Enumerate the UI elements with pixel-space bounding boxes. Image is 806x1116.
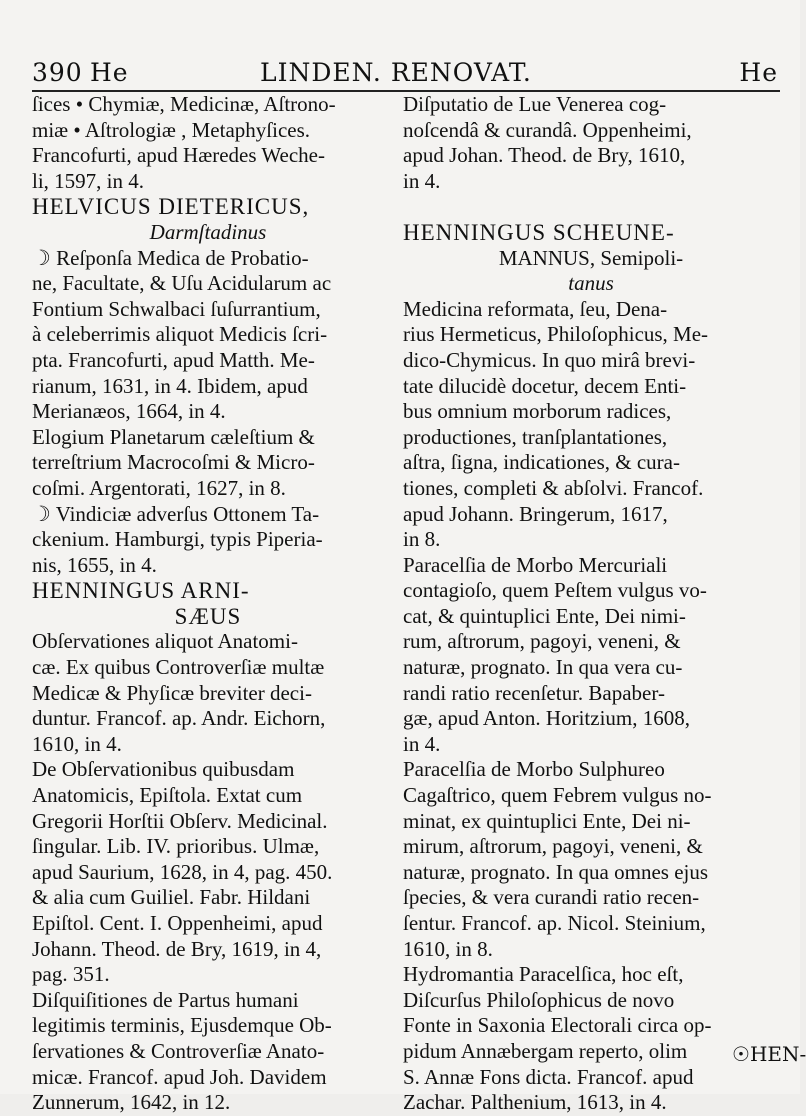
text-line: Zunnerum, 1642, in 12.: [32, 1090, 231, 1115]
blank-line: [403, 194, 779, 220]
text-line: apud Johann. Bringerum, 1617,: [403, 501, 668, 526]
text-line: 1610, in 8.: [403, 936, 493, 961]
author-origin: Darmſtadinus: [149, 219, 267, 244]
text-line: in 4.: [403, 168, 441, 193]
text-line: ☽ Reſponſa Medica de Probatio-: [32, 245, 309, 270]
text-line: in 8.: [403, 527, 441, 552]
text-line: tate dilucidè docetur, decem Enti-: [403, 373, 687, 398]
text-line: ſingular. Lib. IV. prioribus. Ulmæ,: [32, 834, 320, 859]
header-right-word: He: [739, 58, 778, 87]
author-heading-cont: SÆUS: [174, 603, 242, 629]
right-column: [403, 92, 779, 1116]
header-left-word: He: [90, 58, 129, 87]
text-line: nis, 1655, in 4.: [32, 552, 157, 577]
text-line: ſpecies, & vera curandi ratio recen-: [403, 885, 700, 910]
text-line: ſices • Chymiæ, Medicinæ, Aſtrono-: [32, 92, 336, 116]
text-line: cæ. Ex quibus Controverſiæ multæ: [32, 655, 325, 680]
text-line: ☽ Vindiciæ adverſus Ottonem Ta-: [32, 501, 320, 526]
text-line: coſmi. Argentorati, 1627, in 8.: [32, 475, 286, 500]
text-line: ſervationes & Controverſiæ Anato-: [32, 1038, 325, 1063]
text-line: apud Saurium, 1628, in 4, pag. 450.: [32, 859, 333, 884]
text-line: S. Annæ Fons dicta. Francof. apud: [403, 1064, 694, 1089]
text-line: Gregorii Horſtii Obſerv. Medicinal.: [32, 808, 328, 833]
text-line: Diſcurſus Philoſophicus de novo: [403, 987, 675, 1012]
text-line: à celeberrimis aliquot Medicis ſcri-: [32, 322, 328, 347]
text-line: Johann. Theod. de Bry, 1619, in 4,: [32, 936, 322, 961]
text-line: miæ • Aſtrologiæ , Metaphyſices.: [32, 117, 311, 142]
text-line: Diſputatio de Lue Venerea cog-: [403, 92, 667, 116]
text-line: contagioſo, quem Peſtem vulgus vo-: [403, 578, 707, 603]
running-header: [32, 58, 782, 92]
text-line: Paracelſia de Morbo Mercuriali: [403, 552, 668, 577]
text-line: naturæ, prognato. In qua omnes ejus: [403, 859, 709, 884]
text-line: gæ, apud Anton. Horitzium, 1608,: [403, 706, 690, 731]
author-heading: HENNINGUS SCHEUNE-: [403, 219, 675, 245]
text-line: productiones, tranſplantationes,: [403, 424, 668, 449]
text-line: Epiſtol. Cent. I. Oppenheimi, apud: [32, 911, 323, 935]
text-line: rius Hermeticus, Philoſophicus, Me-: [403, 322, 709, 347]
text-line: Diſquiſitiones de Partus humani: [32, 987, 299, 1012]
text-line: 1610, in 4.: [32, 731, 122, 756]
text-line: rum, aſtrorum, pagoyi, veneni, &: [403, 629, 681, 654]
text-line: Merianæos, 1664, in 4.: [32, 399, 226, 424]
text-line: in 4.: [403, 731, 441, 756]
author-heading: HENNINGUS ARNI-: [32, 578, 250, 604]
text-line: randi ratio recenſetur. Bapaber-: [403, 680, 665, 705]
text-line: minat, ex quintuplici Ente, Dei ni-: [403, 808, 691, 833]
text-line: dico-Chymicus. In quo mirâ brevi-: [403, 347, 696, 372]
text-line: tiones, completi & abſolvi. Francof.: [403, 475, 704, 500]
text-line: terreſtrium Macrocoſmi & Micro-: [32, 450, 315, 475]
text-line: legitimis terminis, Ejusdemque Ob-: [32, 1013, 332, 1038]
text-line: Cagaſtrico, quem Febrem vulgus no-: [403, 783, 712, 808]
text-line: pidum Annæbergam reperto, olim: [403, 1038, 688, 1063]
text-line: aſtra, ſigna, indicationes, & cura-: [403, 450, 680, 475]
text-line: Anatomicis, Epiſtola. Extat cum: [32, 783, 303, 808]
ornament-icon: ☉: [732, 1042, 750, 1066]
page-number: 390: [32, 58, 83, 87]
text-line: pta. Francofurti, apud Matth. Me-: [32, 347, 315, 372]
text-line: mirum, aſtrorum, pagoyi, veneni, &: [403, 834, 703, 859]
text-line: & alia cum Guiliel. Fabr. Hildani: [32, 885, 311, 910]
text-line: micæ. Francof. apud Joh. Davidem: [32, 1064, 327, 1089]
text-line: bus omnium morborum radices,: [403, 399, 672, 424]
text-line: Medicina reformata, ſeu, Dena-: [403, 296, 668, 321]
text-line: Fontium Schwalbaci ſuſurrantium,: [32, 296, 321, 321]
text-line: ckenium. Hamburgi, typis Piperia-: [32, 527, 323, 552]
header-title: LINDEN. RENOVAT.: [260, 58, 532, 87]
text-line: Francofurti, apud Hæredes Weche-: [32, 143, 325, 168]
left-column: [32, 92, 384, 1116]
text-line: Medicæ & Phyſicæ breviter deci-: [32, 680, 312, 705]
text-line: Fonte in Saxonia Electorali circa op-: [403, 1013, 712, 1038]
author-origin: tanus: [568, 271, 614, 296]
text-line: duntur. Francof. ap. Andr. Eichorn,: [32, 706, 326, 731]
text-line: De Obſervationibus quibusdam: [32, 757, 295, 782]
text-line: Elogium Planetarum cæleſtium &: [32, 424, 315, 449]
catchword: ☉HEN-: [732, 1042, 806, 1066]
text-line: apud Johan. Theod. de Bry, 1610,: [403, 143, 686, 168]
text-line: naturæ, prognato. In qua vera cu-: [403, 655, 683, 680]
text-line: Hydromantia Paracelſica, hoc eſt,: [403, 962, 684, 987]
text-line: li, 1597, in 4.: [32, 168, 145, 193]
text-line: Obſervationes aliquot Anatomi-: [32, 629, 298, 654]
author-heading: HELVICUS DIETERICUS,: [32, 194, 310, 220]
text-line: ſentur. Francof. ap. Nicol. Steinium,: [403, 911, 706, 935]
text-line: cat, & quintuplici Ente, Dei nimi-: [403, 603, 686, 628]
text-line: ne, Facultate, & Uſu Acidularum ac: [32, 271, 332, 296]
author-heading-cont: MANNUS, Semipoli-: [498, 245, 684, 270]
text-line: pag. 351.: [32, 962, 110, 987]
text-line: rianum, 1631, in 4. Ibidem, apud: [32, 373, 308, 398]
text-line: Paracelſia de Morbo Sulphureo: [403, 757, 665, 782]
text-line: Zachar. Palthenium, 1613, in 4.: [403, 1090, 667, 1115]
text-line: noſcendâ & curandâ. Oppenheimi,: [403, 117, 692, 142]
